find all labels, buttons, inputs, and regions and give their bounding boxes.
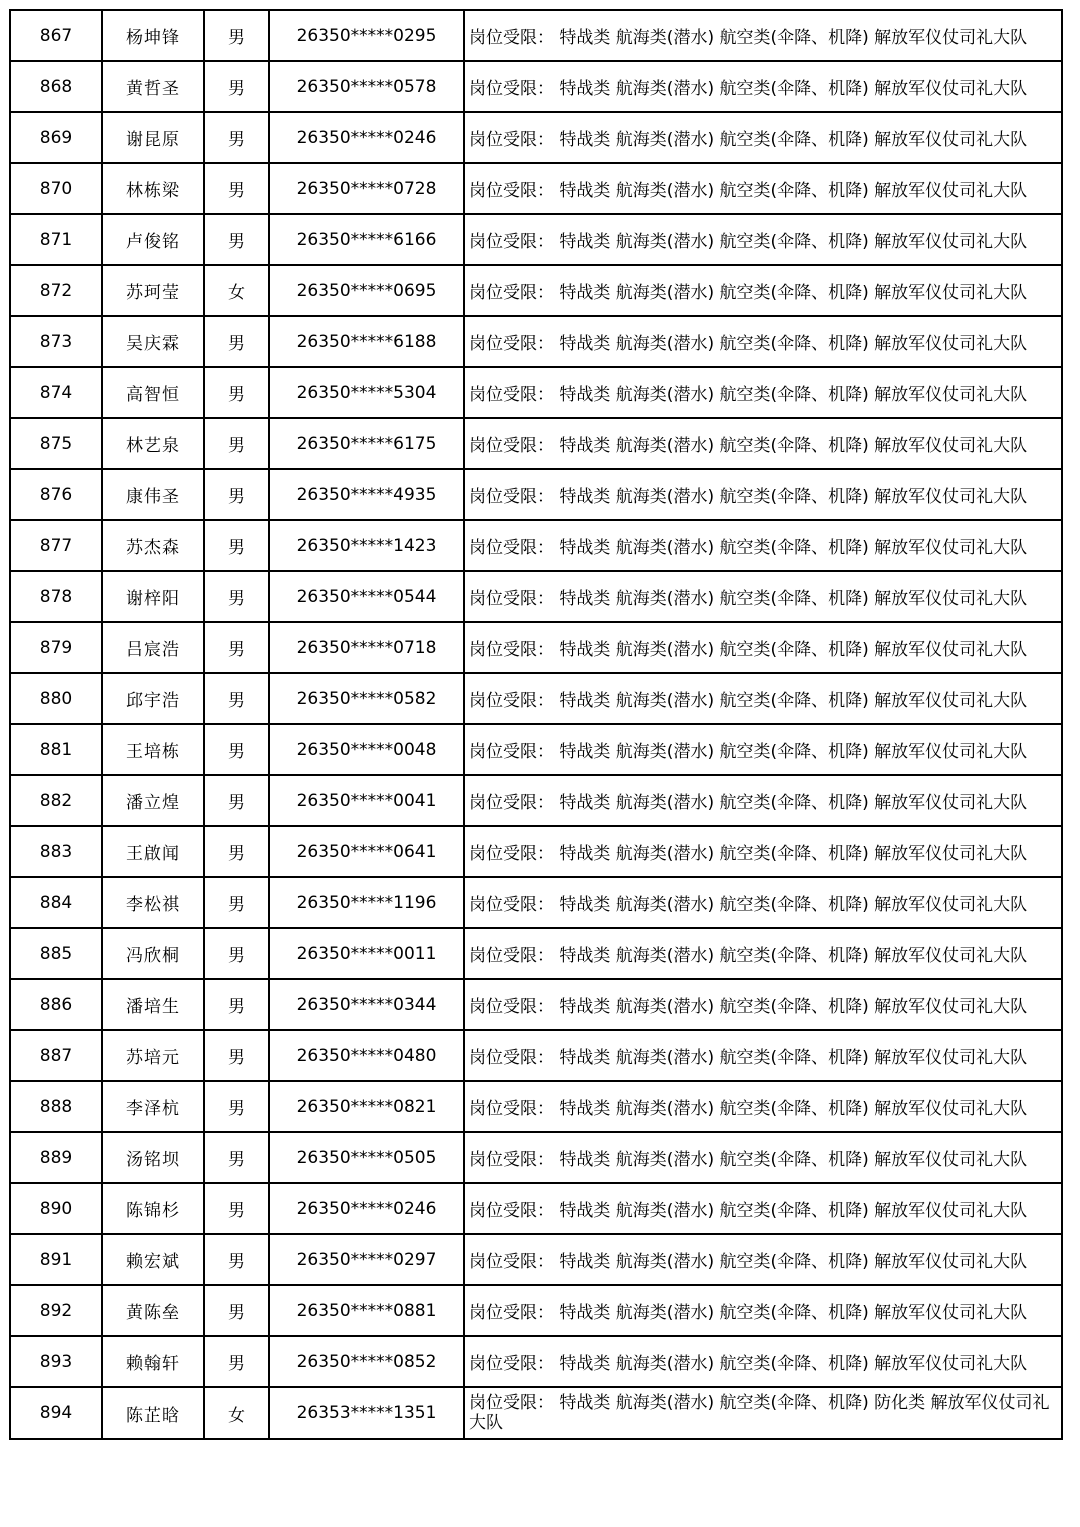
serial-number-cell: 889	[10, 1132, 102, 1183]
id-number-cell: 26350*****5304	[269, 367, 464, 418]
serial-number-cell: 878	[10, 571, 102, 622]
id-number-cell: 26350*****1196	[269, 877, 464, 928]
restriction-note-cell: 岗位受限： 特战类 航海类(潜水) 航空类(伞降、机降) 解放军仪仗司礼大队	[464, 673, 1062, 724]
gender-cell: 男	[204, 826, 269, 877]
serial-number-cell: 875	[10, 418, 102, 469]
id-number-cell: 26350*****0718	[269, 622, 464, 673]
id-number-cell: 26350*****0695	[269, 265, 464, 316]
gender-cell: 男	[204, 1030, 269, 1081]
name-cell: 康伟圣	[102, 469, 204, 520]
table-row	[10, 1387, 1062, 1439]
gender-cell: 男	[204, 928, 269, 979]
table-row	[10, 724, 1062, 775]
roster-table	[9, 9, 1063, 1440]
id-number-cell: 26350*****0480	[269, 1030, 464, 1081]
name-cell: 苏培元	[102, 1030, 204, 1081]
restriction-note-cell: 岗位受限： 特战类 航海类(潜水) 航空类(伞降、机降) 解放军仪仗司礼大队	[464, 775, 1062, 826]
id-number-cell: 26350*****0344	[269, 979, 464, 1030]
gender-cell: 男	[204, 571, 269, 622]
gender-cell: 男	[204, 673, 269, 724]
name-cell: 苏杰森	[102, 520, 204, 571]
name-cell: 李泽杭	[102, 1081, 204, 1132]
id-number-cell: 26350*****0578	[269, 61, 464, 112]
gender-cell: 男	[204, 163, 269, 214]
name-cell: 汤铭坝	[102, 1132, 204, 1183]
restriction-note-cell: 岗位受限： 特战类 航海类(潜水) 航空类(伞降、机降) 解放军仪仗司礼大队	[464, 1030, 1062, 1081]
name-cell: 吴庆霖	[102, 316, 204, 367]
restriction-note-cell: 岗位受限： 特战类 航海类(潜水) 航空类(伞降、机降) 解放军仪仗司礼大队	[464, 724, 1062, 775]
serial-number-cell: 876	[10, 469, 102, 520]
name-cell: 赖翰轩	[102, 1336, 204, 1387]
gender-cell: 男	[204, 418, 269, 469]
serial-number-cell: 867	[10, 10, 102, 61]
gender-cell: 女	[204, 1387, 269, 1439]
id-number-cell: 26350*****0246	[269, 1183, 464, 1234]
name-cell: 陈芷晗	[102, 1387, 204, 1439]
restriction-note-cell: 岗位受限： 特战类 航海类(潜水) 航空类(伞降、机降) 解放军仪仗司礼大队	[464, 622, 1062, 673]
serial-number-cell: 894	[10, 1387, 102, 1439]
table-row	[10, 673, 1062, 724]
serial-number-cell: 877	[10, 520, 102, 571]
serial-number-cell: 888	[10, 1081, 102, 1132]
serial-number-cell: 869	[10, 112, 102, 163]
table-row	[10, 1132, 1062, 1183]
name-cell: 王培栋	[102, 724, 204, 775]
serial-number-cell: 871	[10, 214, 102, 265]
serial-number-cell: 879	[10, 622, 102, 673]
restriction-note-cell: 岗位受限： 特战类 航海类(潜水) 航空类(伞降、机降) 解放军仪仗司礼大队	[464, 1336, 1062, 1387]
serial-number-cell: 890	[10, 1183, 102, 1234]
gender-cell: 男	[204, 520, 269, 571]
name-cell: 黄陈垒	[102, 1285, 204, 1336]
restriction-note-cell: 岗位受限： 特战类 航海类(潜水) 航空类(伞降、机降) 解放军仪仗司礼大队	[464, 112, 1062, 163]
gender-cell: 男	[204, 214, 269, 265]
name-cell: 林栋梁	[102, 163, 204, 214]
gender-cell: 男	[204, 1183, 269, 1234]
restriction-note-cell: 岗位受限： 特战类 航海类(潜水) 航空类(伞降、机降) 解放军仪仗司礼大队	[464, 1183, 1062, 1234]
id-number-cell: 26350*****0582	[269, 673, 464, 724]
table-row	[10, 1285, 1062, 1336]
table-row	[10, 367, 1062, 418]
name-cell: 赖宏斌	[102, 1234, 204, 1285]
gender-cell: 男	[204, 877, 269, 928]
table-row	[10, 61, 1062, 112]
serial-number-cell: 880	[10, 673, 102, 724]
restriction-note-cell: 岗位受限： 特战类 航海类(潜水) 航空类(伞降、机降) 解放军仪仗司礼大队	[464, 1285, 1062, 1336]
gender-cell: 男	[204, 979, 269, 1030]
id-number-cell: 26350*****0821	[269, 1081, 464, 1132]
table-row	[10, 571, 1062, 622]
roster-body	[10, 10, 1062, 1439]
table-row	[10, 877, 1062, 928]
restriction-note-cell: 岗位受限： 特战类 航海类(潜水) 航空类(伞降、机降) 解放军仪仗司礼大队	[464, 826, 1062, 877]
table-row	[10, 10, 1062, 61]
id-number-cell: 26350*****0041	[269, 775, 464, 826]
table-row	[10, 775, 1062, 826]
name-cell: 卢俊铭	[102, 214, 204, 265]
table-row	[10, 1234, 1062, 1285]
serial-number-cell: 892	[10, 1285, 102, 1336]
serial-number-cell: 868	[10, 61, 102, 112]
table-row	[10, 928, 1062, 979]
id-number-cell: 26350*****6188	[269, 316, 464, 367]
name-cell: 潘立煌	[102, 775, 204, 826]
restriction-note-cell: 岗位受限： 特战类 航海类(潜水) 航空类(伞降、机降) 解放军仪仗司礼大队	[464, 214, 1062, 265]
restriction-note-cell: 岗位受限： 特战类 航海类(潜水) 航空类(伞降、机降) 解放军仪仗司礼大队	[464, 418, 1062, 469]
serial-number-cell: 883	[10, 826, 102, 877]
restriction-note-cell: 岗位受限： 特战类 航海类(潜水) 航空类(伞降、机降) 解放军仪仗司礼大队	[464, 10, 1062, 61]
id-number-cell: 26350*****0011	[269, 928, 464, 979]
id-number-cell: 26350*****0881	[269, 1285, 464, 1336]
name-cell: 李松祺	[102, 877, 204, 928]
id-number-cell: 26350*****0505	[269, 1132, 464, 1183]
serial-number-cell: 872	[10, 265, 102, 316]
restriction-note-cell: 岗位受限： 特战类 航海类(潜水) 航空类(伞降、机降) 解放军仪仗司礼大队	[464, 367, 1062, 418]
gender-cell: 男	[204, 1081, 269, 1132]
serial-number-cell: 874	[10, 367, 102, 418]
serial-number-cell: 891	[10, 1234, 102, 1285]
id-number-cell: 26350*****6166	[269, 214, 464, 265]
name-cell: 邱宇浩	[102, 673, 204, 724]
restriction-note-cell: 岗位受限： 特战类 航海类(潜水) 航空类(伞降、机降) 解放军仪仗司礼大队	[464, 1081, 1062, 1132]
restriction-note-cell: 岗位受限： 特战类 航海类(潜水) 航空类(伞降、机降) 解放军仪仗司礼大队	[464, 877, 1062, 928]
gender-cell: 男	[204, 10, 269, 61]
gender-cell: 男	[204, 724, 269, 775]
table-row	[10, 1183, 1062, 1234]
name-cell: 陈锦杉	[102, 1183, 204, 1234]
table-row	[10, 265, 1062, 316]
serial-number-cell: 881	[10, 724, 102, 775]
table-row	[10, 214, 1062, 265]
restriction-note-cell: 岗位受限： 特战类 航海类(潜水) 航空类(伞降、机降) 解放军仪仗司礼大队	[464, 316, 1062, 367]
gender-cell: 男	[204, 1285, 269, 1336]
gender-cell: 女	[204, 265, 269, 316]
table-row	[10, 1081, 1062, 1132]
name-cell: 高智恒	[102, 367, 204, 418]
name-cell: 吕宸浩	[102, 622, 204, 673]
table-row	[10, 520, 1062, 571]
table-row	[10, 979, 1062, 1030]
id-number-cell: 26350*****0852	[269, 1336, 464, 1387]
restriction-note-cell: 岗位受限： 特战类 航海类(潜水) 航空类(伞降、机降) 解放军仪仗司礼大队	[464, 979, 1062, 1030]
table-row	[10, 163, 1062, 214]
gender-cell: 男	[204, 61, 269, 112]
id-number-cell: 26350*****0544	[269, 571, 464, 622]
serial-number-cell: 873	[10, 316, 102, 367]
gender-cell: 男	[204, 112, 269, 163]
id-number-cell: 26350*****0297	[269, 1234, 464, 1285]
serial-number-cell: 870	[10, 163, 102, 214]
id-number-cell: 26350*****1423	[269, 520, 464, 571]
restriction-note-cell: 岗位受限： 特战类 航海类(潜水) 航空类(伞降、机降) 解放军仪仗司礼大队	[464, 1132, 1062, 1183]
restriction-note-cell: 岗位受限： 特战类 航海类(潜水) 航空类(伞降、机降) 解放军仪仗司礼大队	[464, 1234, 1062, 1285]
name-cell: 谢梓阳	[102, 571, 204, 622]
name-cell: 苏珂莹	[102, 265, 204, 316]
name-cell: 潘培生	[102, 979, 204, 1030]
name-cell: 王啟闻	[102, 826, 204, 877]
table-row	[10, 1336, 1062, 1387]
restriction-note-cell: 岗位受限： 特战类 航海类(潜水) 航空类(伞降、机降) 防化类 解放军仪仗司礼大队	[464, 1387, 1062, 1439]
id-number-cell: 26350*****0048	[269, 724, 464, 775]
table-row	[10, 418, 1062, 469]
gender-cell: 男	[204, 1234, 269, 1285]
gender-cell: 男	[204, 622, 269, 673]
gender-cell: 男	[204, 1336, 269, 1387]
gender-cell: 男	[204, 1132, 269, 1183]
name-cell: 冯欣桐	[102, 928, 204, 979]
name-cell: 黄哲圣	[102, 61, 204, 112]
restriction-note-cell: 岗位受限： 特战类 航海类(潜水) 航空类(伞降、机降) 解放军仪仗司礼大队	[464, 928, 1062, 979]
restriction-note-cell: 岗位受限： 特战类 航海类(潜水) 航空类(伞降、机降) 解放军仪仗司礼大队	[464, 61, 1062, 112]
serial-number-cell: 893	[10, 1336, 102, 1387]
id-number-cell: 26350*****6175	[269, 418, 464, 469]
serial-number-cell: 884	[10, 877, 102, 928]
table-row	[10, 316, 1062, 367]
restriction-note-cell: 岗位受限： 特战类 航海类(潜水) 航空类(伞降、机降) 解放军仪仗司礼大队	[464, 520, 1062, 571]
table-row	[10, 826, 1062, 877]
gender-cell: 男	[204, 367, 269, 418]
restriction-note-cell: 岗位受限： 特战类 航海类(潜水) 航空类(伞降、机降) 解放军仪仗司礼大队	[464, 571, 1062, 622]
serial-number-cell: 882	[10, 775, 102, 826]
name-cell: 杨坤锋	[102, 10, 204, 61]
name-cell: 谢昆原	[102, 112, 204, 163]
id-number-cell: 26350*****0246	[269, 112, 464, 163]
table-row	[10, 112, 1062, 163]
table-row	[10, 469, 1062, 520]
table-row	[10, 622, 1062, 673]
id-number-cell: 26350*****0728	[269, 163, 464, 214]
id-number-cell: 26350*****0641	[269, 826, 464, 877]
id-number-cell: 26350*****4935	[269, 469, 464, 520]
serial-number-cell: 885	[10, 928, 102, 979]
restriction-note-cell: 岗位受限： 特战类 航海类(潜水) 航空类(伞降、机降) 解放军仪仗司礼大队	[464, 469, 1062, 520]
gender-cell: 男	[204, 775, 269, 826]
serial-number-cell: 886	[10, 979, 102, 1030]
restriction-note-cell: 岗位受限： 特战类 航海类(潜水) 航空类(伞降、机降) 解放军仪仗司礼大队	[464, 265, 1062, 316]
id-number-cell: 26350*****0295	[269, 10, 464, 61]
serial-number-cell: 887	[10, 1030, 102, 1081]
id-number-cell: 26353*****1351	[269, 1387, 464, 1439]
name-cell: 林艺泉	[102, 418, 204, 469]
gender-cell: 男	[204, 316, 269, 367]
restriction-note-cell: 岗位受限： 特战类 航海类(潜水) 航空类(伞降、机降) 解放军仪仗司礼大队	[464, 163, 1062, 214]
gender-cell: 男	[204, 469, 269, 520]
table-row	[10, 1030, 1062, 1081]
